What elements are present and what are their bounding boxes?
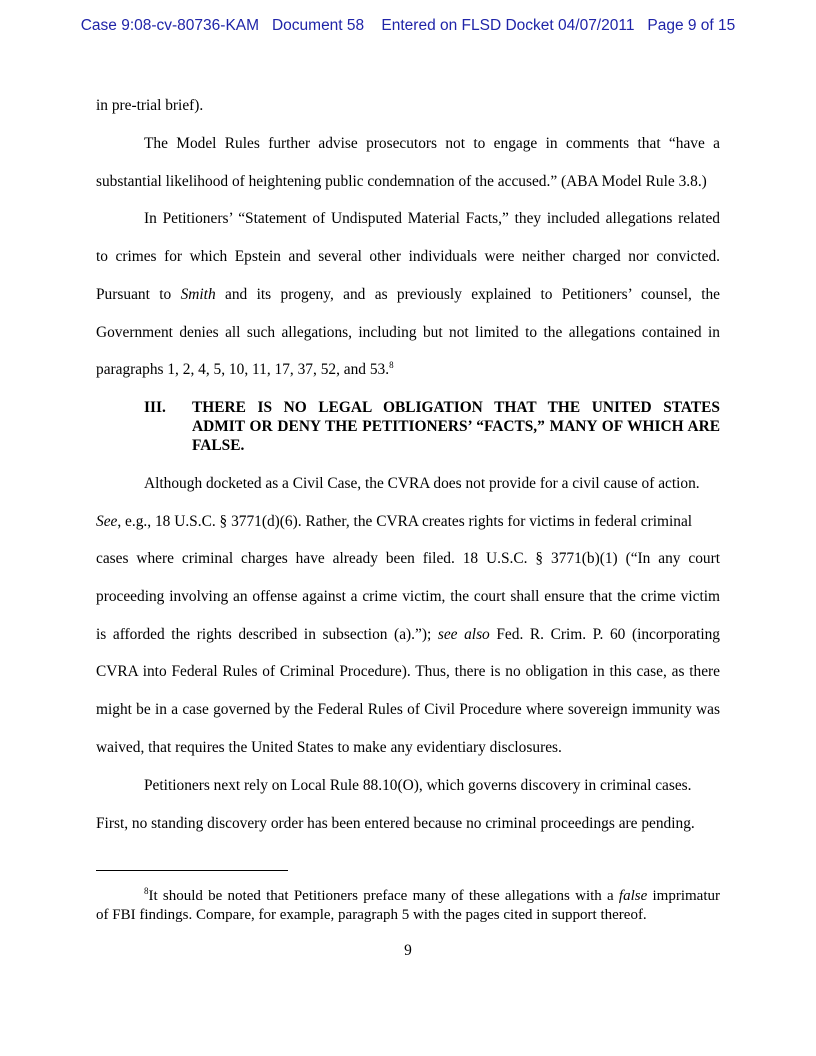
page-number: 9 xyxy=(404,942,412,959)
body-line: to crimes for which Epstein and several other individuals were neither charged nor convicted. xyxy=(96,248,720,265)
body-line: Government denies all such allegations, including but not limited to the allegations contained in xyxy=(96,324,720,341)
docket-header xyxy=(0,17,816,35)
section-heading-line: THERE IS NO LEGAL OBLIGATION THAT THE UNITED STATES xyxy=(192,399,720,416)
page-indicator: Page 9 of 15 xyxy=(647,17,736,34)
body-line: might be in a case governed by the Federal Rules of Civil Procedure where sovereign immunity was xyxy=(96,701,720,718)
section-heading-line: ADMIT OR DENY THE PETITIONERS’ “FACTS,” MANY OF WHICH ARE xyxy=(192,418,720,435)
body-line: cases where criminal charges have already been filed. 18 U.S.C. § 3771(b)(1) (“In any court xyxy=(96,550,720,567)
body-line: Although docketed as a Civil Case, the CVRA does not provide for a civil cause of action. xyxy=(144,475,700,492)
footnote-ref: 8 xyxy=(389,360,394,370)
body-line: The Model Rules further advise prosecutors not to engage in comments that “have a xyxy=(144,135,720,152)
case-citation-smith: Smith xyxy=(180,286,216,303)
body-line: CVRA into Federal Rules of Criminal Procedure). Thus, there is no obligation in this case, as there xyxy=(96,663,720,680)
case-number: Case 9:08-cv-80736-KAM xyxy=(80,17,260,34)
section-number: III. xyxy=(144,399,166,416)
document-number: Document 58 xyxy=(271,17,365,34)
footnote-line: of FBI findings. Compare, for example, paragraph 5 with the pages cited in support thereof. xyxy=(96,907,647,923)
body-line: Petitioners next rely on Local Rule 88.10(O), which governs discovery in criminal cases. xyxy=(144,777,692,794)
docket-entry: Entered on FLSD Docket 04/07/2011 xyxy=(381,17,635,34)
section-heading-line: FALSE. xyxy=(192,437,245,454)
body-line: First, no standing discovery order has been entered because no criminal proceedings are pending. xyxy=(96,815,695,832)
body-line: waived, that requires the United States to make any evidentiary disclosures. xyxy=(96,739,562,756)
body-line: paragraphs 1, 2, 4, 5, 10, 11, 17, 37, 52, and 53.$^8$ xyxy=(96,360,394,378)
body-line: substantial likelihood of heightening public condemnation of the accused.” (ABA Model Rule 3.8.) xyxy=(96,173,707,190)
footnote-line: $^8$It should be noted that Petitioners preface many of these allegations with a false imprimatur xyxy=(144,886,720,904)
body-line: is afforded the rights described in subsection (a).”); see also Fed. R. Crim. P. 60 (incorporating xyxy=(96,626,721,643)
footnote-number: 8 xyxy=(144,886,149,896)
body-line: See, e.g., 18 U.S.C. § 3771(d)(6). Rather, the CVRA creates rights for victims in federal criminal xyxy=(96,513,693,530)
footnote-divider xyxy=(96,870,288,871)
body-line: Pursuant to Smith and its progeny, and as previously explained to Petitioners’ counsel, the xyxy=(96,286,720,303)
body-line: In Petitioners’ “Statement of Undisputed Material Facts,” they included allegations related xyxy=(144,210,720,227)
body-line: in pre-trial brief). xyxy=(96,97,204,114)
body-line: proceeding involving an offense against a crime victim, the court shall ensure that the crime victim xyxy=(96,588,720,605)
